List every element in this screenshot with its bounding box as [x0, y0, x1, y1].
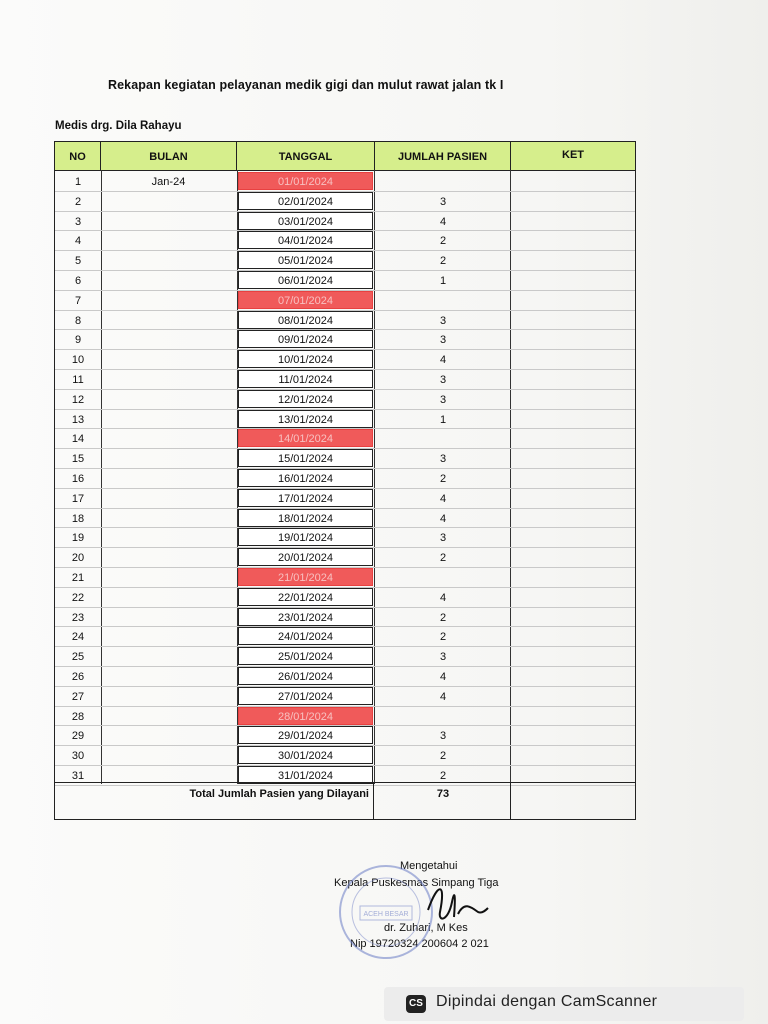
- cell-no: 31: [71, 770, 85, 782]
- cell-jumlah-pasien: 1: [439, 275, 447, 287]
- header-no: NO: [55, 142, 101, 170]
- table-row: [55, 448, 635, 468]
- cell-no: 1: [74, 176, 82, 188]
- cell-tanggal: 16/01/2024: [238, 469, 373, 487]
- table-row: [55, 607, 635, 627]
- cell-no: 28: [71, 710, 85, 723]
- cell-no: 6: [74, 275, 82, 287]
- cell-tanggal: 24/01/2024: [238, 627, 373, 645]
- table-row: [55, 646, 635, 666]
- cell-no: 15: [71, 453, 85, 466]
- cell-tanggal: 10/01/2024: [238, 350, 373, 368]
- table-row: [55, 567, 635, 587]
- cell-no: 18: [71, 512, 85, 525]
- table-row: [55, 409, 635, 429]
- cell-jumlah-pasien: 2: [439, 750, 447, 763]
- cell-no: 7: [74, 294, 82, 307]
- table-row: [55, 706, 635, 726]
- table-row: [55, 290, 635, 310]
- cell-jumlah-pasien: 4: [439, 690, 447, 703]
- cell-tanggal: 23/01/2024: [238, 608, 373, 626]
- cell-jumlah-pasien: 4: [439, 354, 447, 367]
- cell-no: 27: [71, 690, 85, 703]
- table-row: [55, 587, 635, 607]
- recap-table: [54, 141, 636, 820]
- table-row: [55, 468, 635, 488]
- table-row: [55, 488, 635, 508]
- cell-jumlah-pasien: 3: [439, 532, 447, 545]
- cell-jumlah-pasien: 4: [439, 512, 447, 525]
- cell-jumlah-pasien: 2: [439, 552, 447, 565]
- cell-jumlah-pasien: 3: [439, 374, 447, 386]
- camscanner-badge: [384, 987, 744, 1021]
- cell-jumlah-pasien: 1: [439, 413, 447, 426]
- table-row: [55, 349, 635, 369]
- cell-no: 11: [72, 374, 84, 386]
- table-row: [55, 508, 635, 528]
- cell-no: 23: [71, 611, 85, 624]
- header-jumlah-pasien: JUMLAH PASIEN: [375, 142, 511, 170]
- cell-no: 4: [74, 235, 82, 248]
- cell-tanggal: 19/01/2024: [238, 528, 373, 546]
- cell-no: 9: [74, 334, 82, 347]
- table-row: [55, 666, 635, 686]
- table-row: [55, 329, 635, 349]
- cell-jumlah-pasien: 2: [439, 770, 447, 782]
- cell-tanggal: 06/01/2024: [238, 271, 373, 289]
- cell-jumlah-pasien: 2: [439, 473, 447, 485]
- cell-tanggal: 18/01/2024: [238, 509, 373, 527]
- camscanner-text: Dipindai dengan CamScanner: [436, 993, 658, 1010]
- cell-no: 14: [71, 433, 85, 446]
- cell-no: 20: [71, 552, 85, 565]
- signature-nip: Nip 19720324 200604 2 021: [350, 938, 489, 950]
- cell-no: 22: [71, 591, 85, 604]
- cell-tanggal: 26/01/2024: [238, 667, 373, 685]
- cell-tanggal: 13/01/2024: [238, 410, 373, 428]
- cell-tanggal: 27/01/2024: [238, 687, 373, 705]
- cell-tanggal: 04/01/2024: [238, 231, 373, 249]
- total-row: [55, 782, 635, 820]
- cell-tanggal-holiday: 14/01/2024: [238, 429, 373, 447]
- stamp-text: ACEH BESAR: [363, 911, 409, 918]
- table-row: [55, 171, 635, 191]
- cell-jumlah-pasien: 3: [439, 651, 447, 664]
- cell-no: 25: [71, 651, 85, 664]
- table-row: [55, 547, 635, 567]
- cell-jumlah-pasien: 4: [439, 492, 447, 505]
- cell-no: 30: [71, 750, 85, 763]
- cell-tanggal: 08/01/2024: [238, 311, 373, 329]
- cell-no: 16: [71, 473, 85, 485]
- header-tanggal: TANGGAL: [237, 142, 375, 170]
- total-label: Total Jumlah Pasien yang Dilayani: [189, 788, 369, 800]
- cell-tanggal-holiday: 28/01/2024: [238, 707, 373, 725]
- cell-no: 21: [71, 572, 85, 584]
- cell-jumlah-pasien: 3: [439, 393, 447, 406]
- cell-tanggal: 09/01/2024: [238, 330, 373, 348]
- cell-tanggal: 22/01/2024: [238, 588, 373, 606]
- cell-no: 29: [71, 730, 85, 743]
- cell-tanggal: 11/01/2024: [238, 370, 373, 388]
- table-row: [55, 250, 635, 270]
- cell-jumlah-pasien: 3: [439, 730, 447, 743]
- camscanner-icon: CS: [406, 995, 426, 1013]
- cell-bulan: Jan-24: [151, 176, 186, 188]
- cell-no: 8: [74, 314, 82, 327]
- cell-no: 13: [71, 413, 85, 426]
- table-row: [55, 369, 635, 389]
- table-row: [55, 389, 635, 409]
- cell-tanggal: 20/01/2024: [238, 548, 373, 566]
- cell-no: 26: [71, 671, 85, 683]
- cell-jumlah-pasien: 2: [439, 235, 447, 248]
- cell-tanggal-holiday: 07/01/2024: [238, 291, 373, 309]
- signature-mengetahui: Mengetahui: [400, 860, 458, 872]
- table-row: [55, 527, 635, 547]
- cell-jumlah-pasien: 3: [439, 195, 447, 208]
- table-row: [55, 230, 635, 250]
- table-row: [55, 310, 635, 330]
- cell-tanggal-holiday: 21/01/2024: [238, 568, 373, 586]
- cell-no: 12: [71, 393, 85, 406]
- cell-jumlah-pasien: 4: [439, 671, 447, 683]
- cell-tanggal-holiday: 01/01/2024: [238, 172, 373, 190]
- signature-position: Kepala Puskesmas Simpang Tiga: [334, 877, 499, 889]
- cell-no: 5: [74, 255, 82, 268]
- cell-no: 24: [71, 631, 85, 644]
- handwritten-signature: [408, 872, 498, 932]
- cell-tanggal: 29/01/2024: [238, 726, 373, 744]
- cell-jumlah-pasien: 3: [439, 334, 447, 347]
- cell-no: 19: [71, 532, 85, 545]
- cell-tanggal: 15/01/2024: [238, 449, 373, 467]
- cell-no: 2: [74, 195, 82, 208]
- cell-jumlah-pasien: 2: [439, 611, 447, 624]
- cell-jumlah-pasien: 3: [439, 453, 447, 466]
- table-row: [55, 686, 635, 706]
- table-row: [55, 626, 635, 646]
- cell-tanggal: 30/01/2024: [238, 746, 373, 764]
- cell-tanggal: 17/01/2024: [238, 489, 373, 507]
- cell-jumlah-pasien: 4: [439, 215, 447, 228]
- cell-tanggal: 03/01/2024: [238, 212, 373, 230]
- header-ket: KET: [562, 149, 584, 161]
- signature-name: dr. Zuhari, M Kes: [384, 922, 468, 934]
- table-row: [55, 428, 635, 448]
- cell-jumlah-pasien: 2: [439, 631, 447, 644]
- cell-jumlah-pasien: 3: [439, 314, 447, 327]
- cell-no: 17: [71, 492, 85, 505]
- table-header: [55, 142, 635, 171]
- document-title: Rekapan kegiatan pelayanan medik gigi dan mulut rawat jalan tk I: [108, 78, 504, 92]
- cell-no: 3: [74, 215, 82, 228]
- cell-jumlah-pasien: 4: [439, 591, 447, 604]
- cell-jumlah-pasien: 2: [439, 255, 447, 268]
- cell-tanggal: 25/01/2024: [238, 647, 373, 665]
- table-row: [55, 211, 635, 231]
- cell-no: 10: [71, 354, 85, 367]
- table-row: [55, 270, 635, 290]
- cell-tanggal: 02/01/2024: [238, 192, 373, 210]
- header-bulan: BULAN: [101, 142, 237, 170]
- document-subtitle: Medis drg. Dila Rahayu: [55, 120, 182, 132]
- cell-tanggal: 12/01/2024: [238, 390, 373, 408]
- cell-tanggal: 05/01/2024: [238, 251, 373, 269]
- table-row: [55, 725, 635, 745]
- total-value: 73: [436, 788, 450, 800]
- table-row: [55, 745, 635, 765]
- cell-tanggal: 31/01/2024: [238, 766, 373, 784]
- table-row: [55, 191, 635, 211]
